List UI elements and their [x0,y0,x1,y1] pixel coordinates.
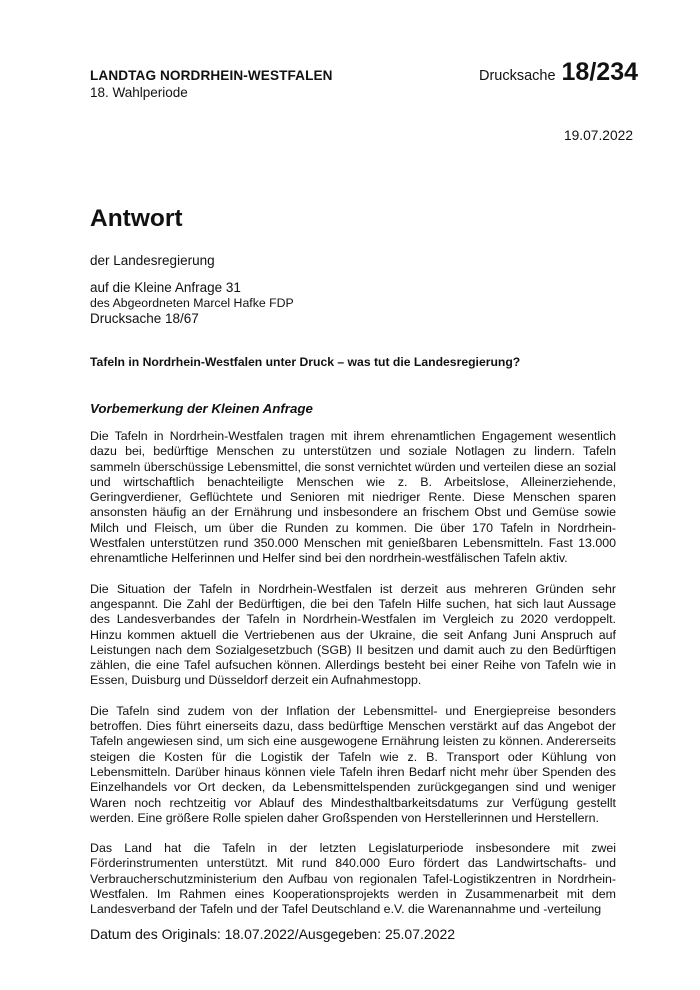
intro-member: des Abgeordneten Marcel Hafke FDP [90,296,294,310]
drucksache-label: Drucksache [478,68,556,84]
legislative-period: 18. Wahlperiode [90,85,188,100]
intro-reference: Drucksache 18/67 [90,311,199,326]
footer-dates: Datum des Originals: 18.07.2022/Ausgegeben: 25.07.2022 [90,926,456,942]
body-paragraph: Die Tafeln sind zudem von der Inflation der Lebensmittel- und Energiepreise besonders betroffen. Dies führt einerseits dazu, dass bedürftige Menschen verstärkt auf das Angebot der Tafeln angewiesen sind, um sich eine ausgewogene Ernährung leisten zu können. Andererseits steigen die Kosten für die Logistik der Tafeln wie z. B. Transport oder Kühlung von Lebensmitteln. Darüber hinaus können viele Tafeln ihren Bedarf nicht mehr über Spenden des Einzelhandels vor Ort decken, da Lebensmittelspenden zurückgegangen sind und weniger Waren noch rechtzeitig vor Ablauf des Mindesthaltbarkeitsdatums zur Verfügung gestellt werden. Eine größere Rolle spielen daher Großspenden von Herstellerinnen und Herstellern. [90,703,616,825]
document-title: Antwort [90,205,183,232]
document-date: 19.07.2022 [563,128,633,143]
document-number-block [479,58,638,87]
body-paragraph: Die Situation der Tafeln in Nordrhein-Westfalen ist derzeit aus mehreren Gründen sehr angespannt. Die Zahl der Bedürftigen, die bei den Tafeln Hilfe suchen, hat sich laut Aussage des Landesverbandes der Tafeln in Nordrhein-Westfalen im Vergleich zu 2020 verdoppelt. Hinzu kommen aktuell die Vertriebenen aus der Ukraine, die seit Anfang Juni Anspruch auf Leistungen nach dem Sozialgesetzbuch (SGB) II besitzen und damit auch zu den Bedürftigen zählen, die eine Tafel aufsuchen können. Allerdings besteht bei einer Reihe von Tafeln wie in Essen, Duisburg und Düsseldorf derzeit ein Aufnahmestopp. [90,581,616,688]
header-left [90,68,333,100]
body-text [90,429,616,933]
inquiry-subject: Tafeln in Nordrhein-Westfalen unter Druck – was tut die Landesregierung? [90,355,521,369]
drucksache-number: 18/234 [561,58,638,86]
intro-inquiry: auf die Kleine Anfrage 31 [90,280,241,295]
body-paragraph: Das Land hat die Tafeln in der letzten Legislaturperiode insbesondere mit zwei Förderinstrumenten unterstützt. Mit rund 840.000 Euro fördert das Landwirtschafts- und Verbraucherschutzministerium den Aufbau von regionalen Tafel-Logistikzentren in Nordrhein-Westfalen. Im Rahmen eines Kooperationsprojekts werden in Zusammenarbeit mit dem Landesverband der Tafeln und der Tafel Deutschland e.V. die Warenannahme und -verteilung [90,841,616,917]
body-paragraph: Die Tafeln in Nordrhein-Westfalen tragen mit ihrem ehrenamtlichen Engagement wesentlich dazu bei, bedürftige Menschen zu unterstützen und soziale Notlagen zu lindern. Tafeln sammeln überschüssige Lebensmittel, die sonst vernichtet würden und verteilen diese an sozial und wirtschaftlich benachteiligte Menschen wie z. B. Arbeitslose, Alleinerziehende, Geringverdiener, Geflüchtete und Senioren mit niedriger Rente. Diese Menschen sparen ansonsten häufig an der Ernährung und insbesondere an frischem Obst und Gemüse sowie Milch und Fleisch, um über die Runden zu kommen. Die über 170 Tafeln in Nordrhein-Westfalen unterstützen rund 350.000 Menschen mit genießbaren Lebensmitteln. Fast 13.000 ehrenamtliche Helferinnen und Helfer sind bei den nordrhein-westfälischen Tafeln aktiv. [90,429,616,566]
parliament-name: LANDTAG NORDRHEIN-WESTFALEN [90,68,333,83]
preface-heading: Vorbemerkung der Kleinen Anfrage [90,401,313,416]
intro-government: der Landesregierung [90,253,215,268]
